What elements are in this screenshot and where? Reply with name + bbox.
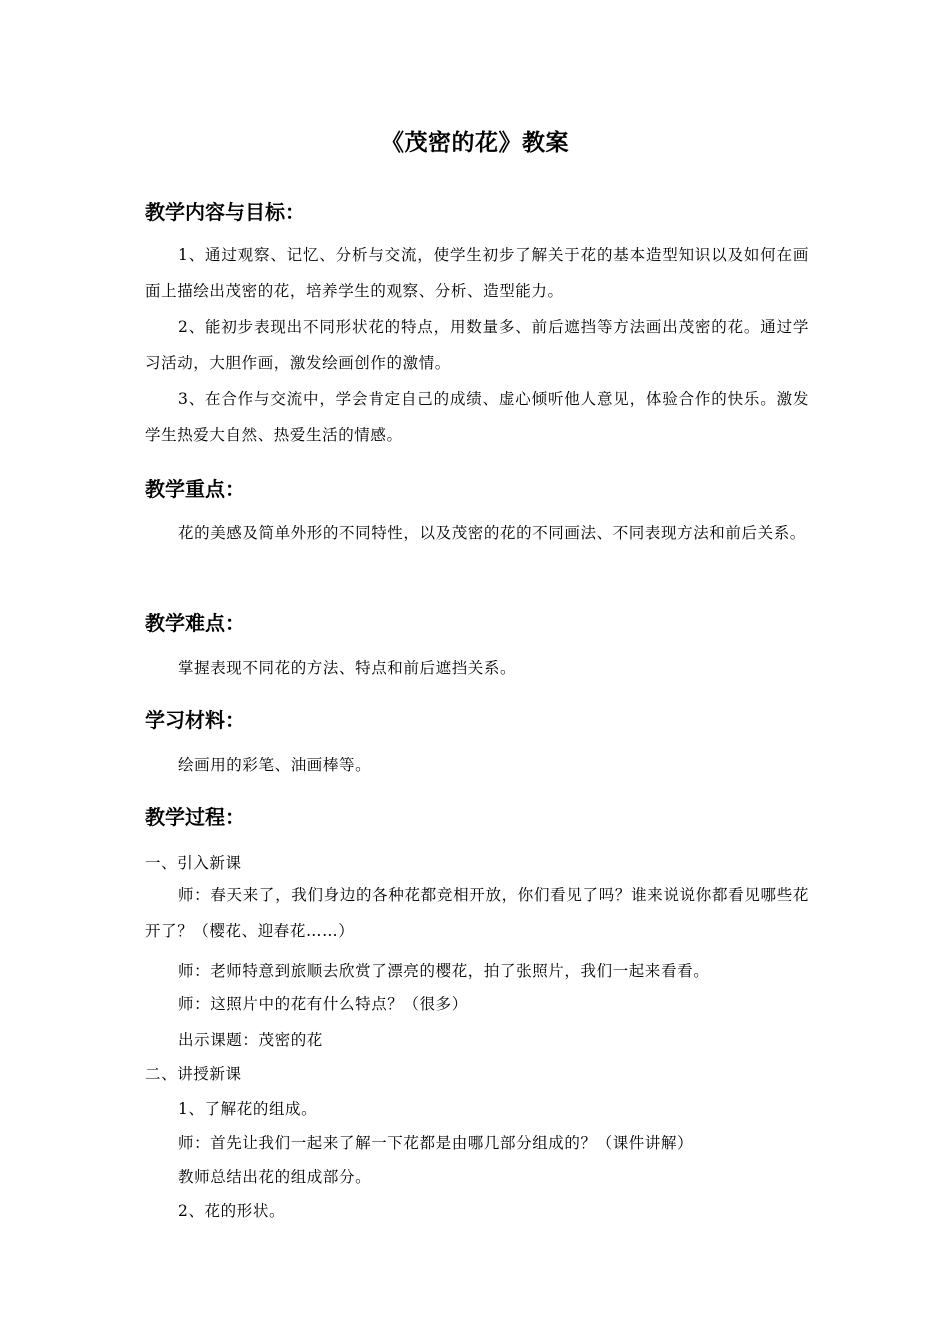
goal-item-1: 1、通过观察、记忆、分析与交流，使学生初步了解关于花的基本造型知识以及如何在画面上描绘出茂密的花，培养学生的观察、分析、造型能力。 xyxy=(145,246,809,300)
process-part1-line-1: 师：春天来了，我们身边的各种花都竞相开放，你们看见了吗？谁来说说你都看见哪些花开了？（樱花、迎春花……） xyxy=(145,886,809,940)
process-part1-line-3: 师：这照片中的花有什么特点？（很多） xyxy=(178,995,468,1013)
key-points-text: 花的美感及简单外形的不同特性，以及茂密的花的不同画法、不同表现方法和前后关系。 xyxy=(178,524,806,542)
materials-text: 绘画用的彩笔、油画棒等。 xyxy=(178,756,372,774)
process-part2-line-3: 教师总结出花的组成部分。 xyxy=(178,1168,372,1186)
process-part2-line-4: 2、花的形状。 xyxy=(178,1202,286,1220)
goal-item-3: 3、在合作与交流中，学会肯定自己的成绩、虚心倾听他人意见，体验合作的快乐。激发学生热爱大自然、热爱生活的情感。 xyxy=(145,390,809,444)
heading-materials: 学习材料： xyxy=(145,708,245,732)
difficulties-text: 掌握表现不同花的方法、特点和前后遮挡关系。 xyxy=(178,659,517,677)
process-part1-line-4: 出示课题：茂密的花 xyxy=(178,1031,323,1049)
heading-process: 教学过程： xyxy=(145,805,245,829)
process-part2-line-1: 1、了解花的组成。 xyxy=(178,1100,318,1118)
heading-difficulties: 教学难点： xyxy=(145,611,245,635)
goal-item-2: 2、能初步表现出不同形状花的特点，用数量多、前后遮挡等方法画出茂密的花。通过学习活动，大胆作画，激发绘画创作的激情。 xyxy=(145,318,809,372)
document-title: 《茂密的花》教案 xyxy=(381,130,569,156)
process-part2-line-2: 师：首先让我们一起来了解一下花都是由哪几部分组成的？（课件讲解） xyxy=(178,1134,694,1152)
process-part1-title: 一、引入新课 xyxy=(145,854,242,872)
heading-goals: 教学内容与目标： xyxy=(145,200,305,224)
process-part1-line-2: 师：老师特意到旅顺去欣赏了漂亮的樱花，拍了张照片，我们一起来看看。 xyxy=(178,962,710,980)
heading-key-points: 教学重点： xyxy=(145,477,245,501)
process-part2-title: 二、讲授新课 xyxy=(145,1065,242,1083)
